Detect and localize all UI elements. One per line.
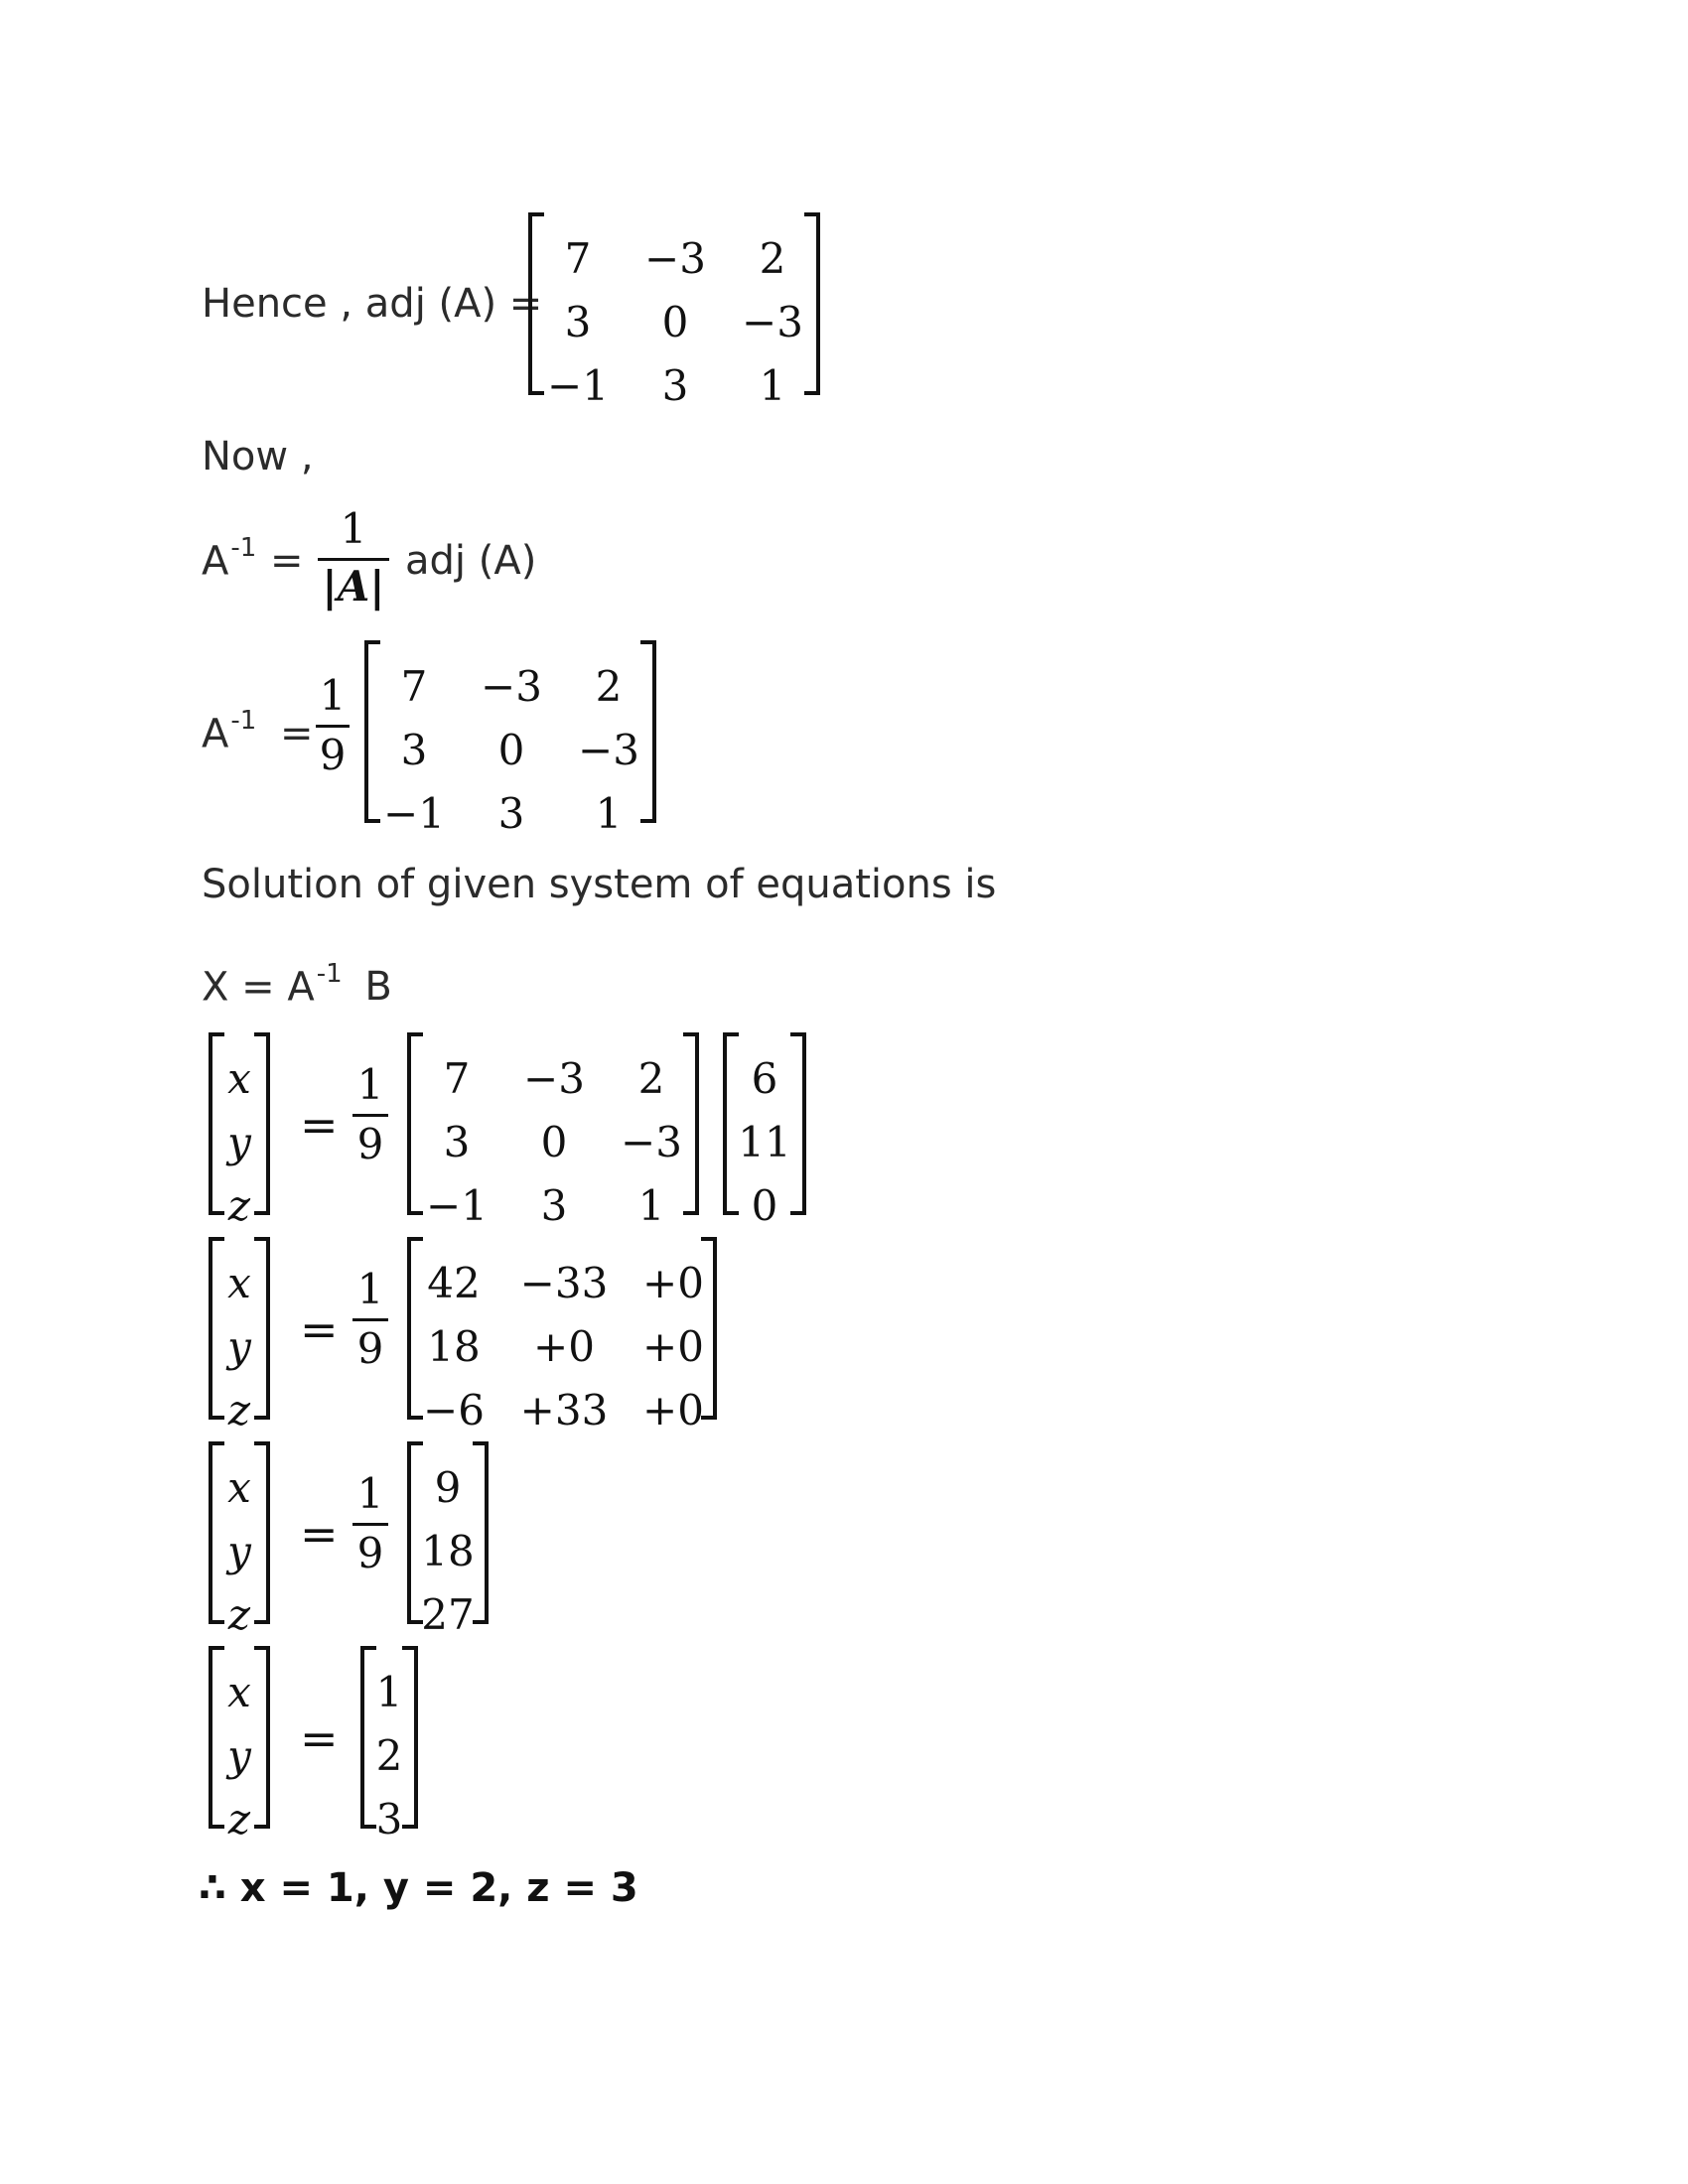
vector-cell: x xyxy=(227,1054,251,1103)
matrix-cell: −6 xyxy=(423,1386,485,1434)
b-vector xyxy=(723,1032,806,1230)
product-matrix xyxy=(407,1237,717,1434)
equals-sign-2: = xyxy=(300,1302,339,1356)
fraction-denominator: 9 xyxy=(356,1120,384,1168)
vector-cell: 9 xyxy=(434,1463,462,1512)
inverse-equals: = xyxy=(270,538,304,584)
matrix-cell: 2 xyxy=(637,1054,665,1103)
matrix-cell: +0 xyxy=(533,1322,595,1371)
x-equals-formula xyxy=(202,959,392,1011)
matrix-cell: 1 xyxy=(595,789,623,838)
vector-cell: y xyxy=(227,1322,251,1371)
adj-matrix-2 xyxy=(364,640,656,838)
matrix-cell: −3 xyxy=(481,662,542,711)
now-label: Now , xyxy=(202,434,314,479)
xyz-vector-3 xyxy=(209,1441,270,1639)
x-equals-sup: -1 xyxy=(316,959,343,989)
fraction-one-ninth-4 xyxy=(352,1469,388,1582)
vector-cell: 6 xyxy=(751,1054,778,1103)
solution-label: Solution of given system of equations is xyxy=(202,862,997,907)
vector-cell: z xyxy=(227,1181,251,1230)
matrix-cell: −1 xyxy=(426,1181,488,1230)
fraction-denominator: 9 xyxy=(356,1529,384,1577)
matrix-cell: 3 xyxy=(564,298,592,346)
matrix-cell: +0 xyxy=(642,1259,704,1307)
matrix-cell: −1 xyxy=(383,789,445,838)
fraction-bar xyxy=(352,1114,388,1117)
vector-cell: 27 xyxy=(421,1590,475,1639)
fraction-one-ninth-2 xyxy=(352,1060,388,1173)
fraction-bar xyxy=(316,725,350,728)
xyz-vector-2 xyxy=(209,1237,270,1434)
fraction-denominator: 9 xyxy=(319,731,347,779)
inverse2-sup: -1 xyxy=(230,706,257,736)
equals-sign-4: = xyxy=(300,1711,339,1765)
matrix-cell: 3 xyxy=(661,361,689,410)
matrix-cell: 7 xyxy=(400,662,428,711)
x-equals-a: X = A xyxy=(202,964,315,1011)
vector-cell: 18 xyxy=(421,1527,475,1575)
matrix-cell: 3 xyxy=(443,1118,471,1166)
vector-cell: x xyxy=(227,1259,251,1307)
sum-vector xyxy=(407,1441,489,1639)
matrix-cell: −3 xyxy=(644,234,706,283)
matrix-cell: +0 xyxy=(642,1322,704,1371)
inverse-formula2-lhs xyxy=(202,706,257,757)
hence-label: Hence , adj (A) = xyxy=(202,281,543,327)
inverse-formula-lhs xyxy=(202,533,257,585)
vector-cell: y xyxy=(227,1731,251,1780)
matrix-cell: 7 xyxy=(564,234,592,283)
adj-matrix-3 xyxy=(407,1032,699,1230)
matrix-cell: 2 xyxy=(595,662,623,711)
fraction-numerator: 1 xyxy=(356,1265,384,1313)
equals-sign-3: = xyxy=(300,1507,339,1561)
matrix-cell: 3 xyxy=(497,789,525,838)
inverse2-a: A xyxy=(202,711,229,757)
fraction-numerator: 1 xyxy=(356,1469,384,1518)
fraction-one-ninth-1 xyxy=(316,671,350,784)
inverse2-equals: = xyxy=(280,711,314,756)
vector-cell: 1 xyxy=(375,1668,403,1716)
result-vector xyxy=(360,1646,418,1843)
xyz-vector-4 xyxy=(209,1646,270,1843)
matrix-cell: 3 xyxy=(540,1181,568,1230)
inverse-sup: -1 xyxy=(230,533,257,563)
vector-cell: y xyxy=(227,1527,251,1575)
vector-cell: x xyxy=(227,1463,251,1512)
matrix-cell: 0 xyxy=(540,1118,568,1166)
fraction-numerator: 1 xyxy=(340,504,367,553)
fraction-one-over-det xyxy=(318,504,389,617)
xyz-vector-1 xyxy=(209,1032,270,1230)
matrix-cell: 42 xyxy=(427,1259,481,1307)
fraction-numerator: 1 xyxy=(356,1060,384,1109)
fraction-bar xyxy=(352,1318,388,1321)
vector-cell: z xyxy=(227,1386,251,1434)
vector-cell: 2 xyxy=(375,1731,403,1780)
matrix-cell: −3 xyxy=(523,1054,585,1103)
equals-sign-1: = xyxy=(300,1098,339,1152)
inverse-a: A xyxy=(202,538,229,585)
matrix-cell: −3 xyxy=(578,726,639,774)
matrix-cell: 0 xyxy=(661,298,689,346)
vector-cell: y xyxy=(227,1118,251,1166)
vector-cell: 3 xyxy=(375,1795,403,1843)
matrix-cell: 1 xyxy=(759,361,786,410)
final-answer: ∴ x = 1, y = 2, z = 3 xyxy=(199,1865,638,1911)
matrix-cell: 0 xyxy=(497,726,525,774)
matrix-cell: +0 xyxy=(642,1386,704,1434)
fraction-denominator: |A| xyxy=(322,562,385,611)
matrix-cell: 1 xyxy=(637,1181,665,1230)
fraction-bar xyxy=(352,1523,388,1526)
matrix-cell: 7 xyxy=(443,1054,471,1103)
fraction-bar xyxy=(318,558,389,561)
matrix-cell: +33 xyxy=(519,1386,609,1434)
vector-cell: z xyxy=(227,1590,251,1639)
matrix-cell: −3 xyxy=(742,298,803,346)
fraction-one-ninth-3 xyxy=(352,1265,388,1378)
fraction-numerator: 1 xyxy=(319,671,347,720)
matrix-cell: −1 xyxy=(547,361,609,410)
vector-cell: x xyxy=(227,1668,251,1716)
matrix-cell: 3 xyxy=(400,726,428,774)
fraction-denominator: 9 xyxy=(356,1324,384,1373)
matrix-cell: −3 xyxy=(621,1118,682,1166)
adj-matrix-1 xyxy=(528,212,820,410)
matrix-cell: −33 xyxy=(519,1259,609,1307)
vector-cell: 0 xyxy=(751,1181,778,1230)
matrix-cell: 18 xyxy=(427,1322,481,1371)
vector-cell: z xyxy=(227,1795,251,1843)
adj-a-text: adj (A) xyxy=(405,538,537,584)
matrix-cell: 2 xyxy=(759,234,786,283)
x-equals-b: B xyxy=(364,964,392,1011)
vector-cell: 11 xyxy=(738,1118,791,1166)
